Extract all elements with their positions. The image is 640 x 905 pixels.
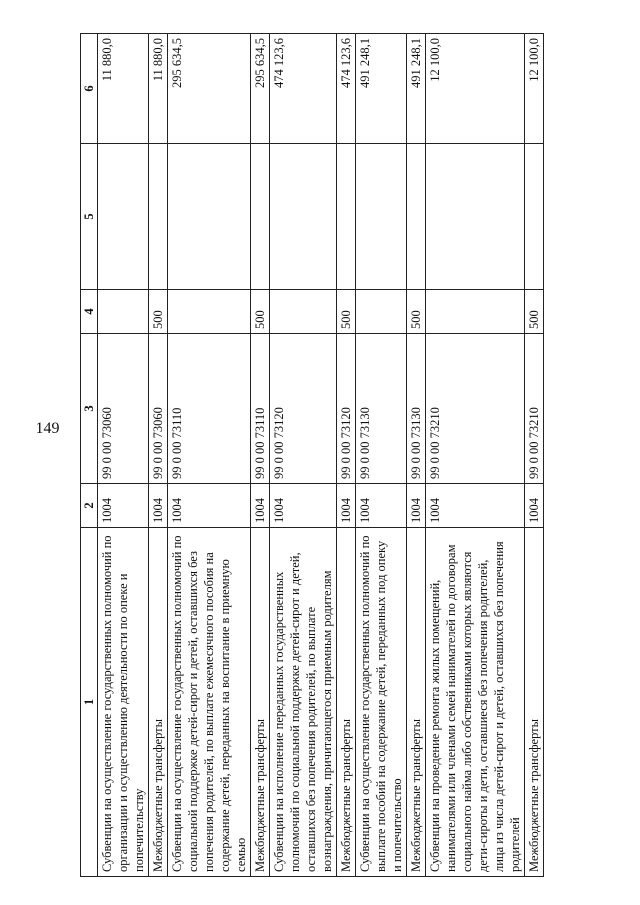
expense-type-cell: 500 bbox=[525, 290, 544, 334]
row-name-cell: Межбюджетные трансферты bbox=[149, 528, 168, 877]
col-header-4: 4 bbox=[81, 290, 98, 334]
column-5-cell bbox=[426, 144, 525, 290]
table-row bbox=[270, 34, 337, 877]
amount-cell: 474 123,6 bbox=[337, 34, 356, 144]
column-5-cell bbox=[337, 144, 356, 290]
table-row bbox=[407, 34, 426, 877]
expense-type-cell bbox=[270, 290, 337, 334]
column-5-cell bbox=[407, 144, 426, 290]
target-code-cell: 99 0 00 73210 bbox=[525, 334, 544, 484]
column-5-cell bbox=[168, 144, 251, 290]
target-code-cell: 99 0 00 73120 bbox=[270, 334, 337, 484]
table-row bbox=[98, 34, 149, 877]
table-row bbox=[426, 34, 525, 877]
amount-cell: 474 123,6 bbox=[270, 34, 337, 144]
header-row bbox=[81, 34, 98, 877]
target-code-cell: 99 0 00 73110 bbox=[251, 334, 270, 484]
table-row bbox=[337, 34, 356, 877]
col-header-1: 1 bbox=[81, 528, 98, 877]
amount-cell: 12 100,0 bbox=[426, 34, 525, 144]
expense-type-cell bbox=[426, 290, 525, 334]
page-number: 149 bbox=[35, 420, 60, 437]
col-header-5: 5 bbox=[81, 144, 98, 290]
column-5-cell bbox=[251, 144, 270, 290]
section-code-cell: 1004 bbox=[270, 484, 337, 528]
expense-type-cell bbox=[356, 290, 407, 334]
row-name-cell: Межбюджетные трансферты bbox=[337, 528, 356, 877]
section-code-cell: 1004 bbox=[356, 484, 407, 528]
table-row bbox=[149, 34, 168, 877]
amount-cell: 12 100,0 bbox=[525, 34, 544, 144]
row-name-cell: Субвенции на осуществление государственных полномочий по выплате пособий на содержание детей, переданных под опеку и попечительство bbox=[356, 528, 407, 877]
row-name-cell: Межбюджетные трансферты bbox=[251, 528, 270, 877]
target-code-cell: 99 0 00 73130 bbox=[407, 334, 426, 484]
column-5-cell bbox=[149, 144, 168, 290]
amount-cell: 491 248,1 bbox=[407, 34, 426, 144]
section-code-cell: 1004 bbox=[149, 484, 168, 528]
column-5-cell bbox=[356, 144, 407, 290]
row-name-cell: Субвенции на исполнение переданных государственных полномочий по социальной поддержке детей-сирот и детей, оставшихся без попечения родителей, по выплате вознаграждения, причитающегося приемным родителям bbox=[270, 528, 337, 877]
table-row bbox=[356, 34, 407, 877]
budget-table bbox=[80, 33, 544, 877]
rotated-table-wrapper bbox=[80, 34, 558, 877]
row-name-cell: Субвенции на осуществление государственных полномочий по организации и осуществлению деятельности по опеке и попечительству bbox=[98, 528, 149, 877]
target-code-cell: 99 0 00 73060 bbox=[149, 334, 168, 484]
amount-cell: 491 248,1 bbox=[356, 34, 407, 144]
expense-type-cell: 500 bbox=[251, 290, 270, 334]
target-code-cell: 99 0 00 73210 bbox=[426, 334, 525, 484]
row-name-cell: Субвенции на проведение ремонта жилых помещений, нанимателями или членами семей нанимателей по договорам социального найма либо собственниками которых являются дети-сироты и дети, оставшиеся без попечения родителей, лица из числа детей-сирот и детей, оставшихся без попечения родителей bbox=[426, 528, 525, 877]
amount-cell: 11 880,0 bbox=[98, 34, 149, 144]
column-5-cell bbox=[270, 144, 337, 290]
table-row bbox=[525, 34, 544, 877]
expense-type-cell bbox=[168, 290, 251, 334]
section-code-cell: 1004 bbox=[337, 484, 356, 528]
section-code-cell: 1004 bbox=[426, 484, 525, 528]
row-name-cell: Межбюджетные трансферты bbox=[525, 528, 544, 877]
section-code-cell: 1004 bbox=[251, 484, 270, 528]
expense-type-cell: 500 bbox=[149, 290, 168, 334]
table-row bbox=[251, 34, 270, 877]
expense-type-cell: 500 bbox=[337, 290, 356, 334]
row-name-cell: Межбюджетные трансферты bbox=[407, 528, 426, 877]
section-code-cell: 1004 bbox=[407, 484, 426, 528]
target-code-cell: 99 0 00 73120 bbox=[337, 334, 356, 484]
col-header-6: 6 bbox=[81, 34, 98, 144]
target-code-cell: 99 0 00 73060 bbox=[98, 334, 149, 484]
expense-type-cell: 500 bbox=[407, 290, 426, 334]
row-name-cell: Субвенции на осуществление государственных полномочий по социальной поддержке детей-сирот и детей, оставшихся без попечения родителей, по выплате ежемесячного пособия на содержание детей, переданных на воспитание в приемную семью bbox=[168, 528, 251, 877]
amount-cell: 295 634,5 bbox=[168, 34, 251, 144]
amount-cell: 295 634,5 bbox=[251, 34, 270, 144]
column-5-cell bbox=[98, 144, 149, 290]
section-code-cell: 1004 bbox=[98, 484, 149, 528]
expense-type-cell bbox=[98, 290, 149, 334]
section-code-cell: 1004 bbox=[525, 484, 544, 528]
target-code-cell: 99 0 00 73130 bbox=[356, 334, 407, 484]
col-header-2: 2 bbox=[81, 484, 98, 528]
table-row bbox=[168, 34, 251, 877]
col-header-3: 3 bbox=[81, 334, 98, 484]
section-code-cell: 1004 bbox=[168, 484, 251, 528]
target-code-cell: 99 0 00 73110 bbox=[168, 334, 251, 484]
amount-cell: 11 880,0 bbox=[149, 34, 168, 144]
column-5-cell bbox=[525, 144, 544, 290]
